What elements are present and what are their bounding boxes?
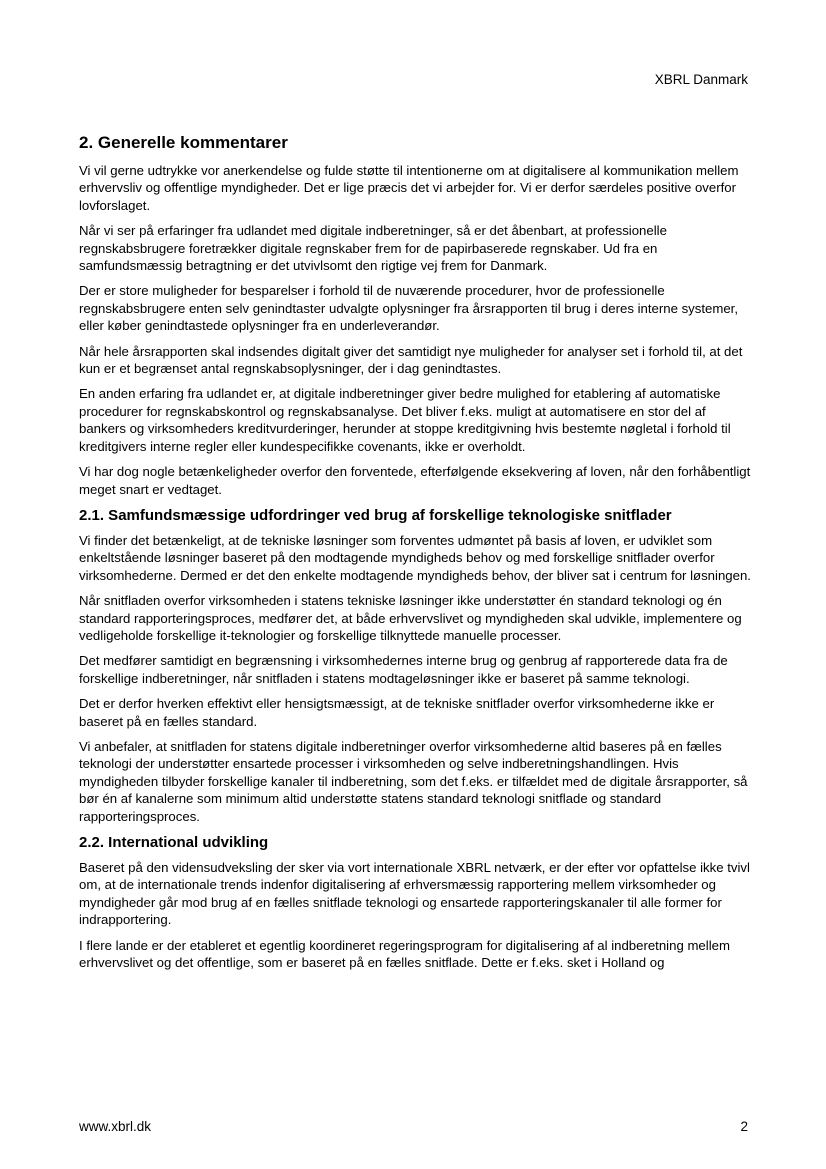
paragraph: Der er store muligheder for besparelser i forhold til de nuværende procedurer, hvor de professionelle regnskabsbrugere enten selv genindtaster udvalgte oplysninger fra årsrapporten til brug i deres interne systemer, eller køber genindtastede oplysninger fra en underleverandør. [79, 283, 739, 334]
section-2-title: 2. Generelle kommentarer [79, 133, 288, 152]
paragraph: Det er derfor hverken effektivt eller hensigtsmæssigt, at de tekniske snitflader overfor virksomhederne ikke er baseret på en fælles standard. [79, 696, 715, 729]
footer-website: www.xbrl.dk [79, 1119, 152, 1134]
paragraph: Når hele årsrapporten skal indsendes digitalt giver det samtidigt nye muligheder for analyser set i forhold til, at det kun er et begrænset antal regnskabsoplysninger, der i dag genindtastes. [79, 343, 743, 377]
section-2-2-title: 2.2. International udvikling [79, 834, 269, 851]
paragraph: Vi har dog nogle betænkeligheder overfor den forventede, efterfølgende eksekvering af loven, når den forhåbentligt meget snart er vedtaget. [79, 464, 751, 497]
paragraph: Det medfører samtidigt en begrænsning i virksomhedernes interne brug og genbrug af rapporterede data fra de forskellige indberetninger, når snitfladen i statens modtageløsninger ikke er baseret på samme teknologi. [79, 653, 728, 686]
header-organization: XBRL Danmark [654, 72, 748, 87]
page-number: 2 [740, 1119, 748, 1134]
document-body [79, 132, 751, 979]
paragraph: I flere lande er der etableret et egentlig koordineret regeringsprogram for digitalisering af al indberetning mellem erhvervslivet og det offentlige, som er baseret på en fælles snitflade. Dette er f.eks. sket i Holland og [79, 937, 730, 971]
paragraph: Når vi ser på erfaringer fra udlandet med digitale indberetninger, så er det åbenbart, at professionelle regnskabsbrugere foretrækker digitale regnskaber frem for de papirbaserede regnskaber. Ud fra en samfundsmæssig betragtning er det utvivlsomt den rigtige vej frem for Danmark. [79, 223, 667, 274]
paragraph: En anden erfaring fra udlandet er, at digitale indberetninger giver bedre mulighed for etablering af automatiske procedurer for regnskabskontrol og regnskabsanalyse. Det bliver f.eks. muligt at automatisere en stor del af bankers og virksomheders kreditvurderinger, herunder at stoppe kreditgivning hvis bestemte nøgletal i forhold til kreditgivers interne regler eller kundespecifikke covenants, ikke er overholdt. [79, 386, 731, 454]
paragraph: Baseret på den vidensudveksling der sker via vort internationale XBRL netværk, er der efter vor opfattelse ikke tvivl om, at de internationale trends indenfor digitalisering af erhversmæssig rapportering mellem virksomheder og myndigheder går mod brug af en fælles snitflade teknologi og ensartede rapporteringskanaler til alle former for indrapportering. [79, 860, 750, 928]
paragraph: Vi vil gerne udtrykke vor anerkendelse og fulde støtte til intentionerne om at digitalisere al kommunikation mellem erhvervsliv og offentlige myndigheder. Det er lige præcis det vi arbejder for. Vi er derfor særdeles positive overfor lovforslaget. [79, 163, 739, 213]
paragraph: Når snitfladen overfor virksomheden i statens tekniske løsninger ikke understøtter én standard teknologi og én standard rapporteringsproces, medfører det, at både erhvervslivet og myndigheden skal udvikle, implementere og vedligeholde forskellige it-teknologier og forskellige tilknyttede manuelle processer. [79, 593, 742, 643]
section-2-1-title: 2.1. Samfundsmæssige udfordringer ved brug af forskellige teknologiske snitflader [79, 506, 672, 524]
paragraph: Vi anbefaler, at snitfladen for statens digitale indberetninger overfor virksomhederne altid baseres på en fælles teknologi der understøtter ensartede processer i virksomheden og selve indberetningshandlingen. Hvis myndigheden tilbyder forskellige kanaler til indberetning, som det f.eks. er tilfældet med de digitale årsrapporter, så bør én af kanalerne som minimum altid understøtte statens standard teknologi snitflade og standard rapporteringsproces. [79, 738, 748, 824]
paragraph: Vi finder det betænkeligt, at de tekniske løsninger som forventes udmøntet på basis af loven, er udviklet som enkeltstående løsninger baseret på den modtagende myndigheds behov og med forskellige snitflader overfor virksomhederne. Dermed er det den enkelte modtagende myndigheds behov, der bliver sat i centrum for løsningen. [79, 532, 751, 583]
